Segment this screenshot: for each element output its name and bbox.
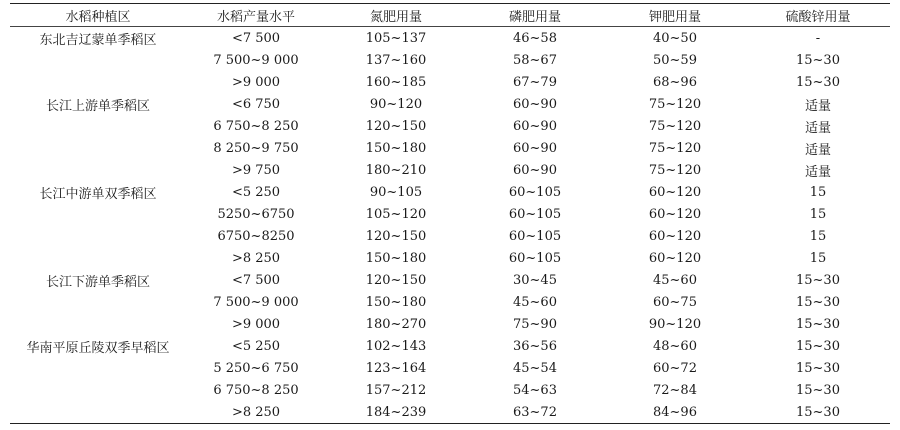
cell-potassium: 45~60 [653,272,697,288]
cell-phosphorus: 63~72 [466,401,604,424]
cell-nitrogen: 90~105 [369,184,423,200]
table-row [10,269,890,291]
table-row [10,203,890,225]
cell-zinc-sulfate: 15 [809,250,827,266]
cell-potassium: 75~120 [648,118,702,134]
cell-potassium: 40~50 [653,30,697,46]
cell-phosphorus: 60~105 [508,206,562,222]
cell-yield-level: 7 500~9 000 [213,52,299,68]
cell-zinc-sulfate: 15~30 [796,360,840,376]
header-potassium: 钾肥用量 [604,4,746,27]
table-row [10,159,890,181]
cell-region: 长江下游单季稻区 [45,274,150,290]
cell-nitrogen: 184~239 [326,401,466,424]
cell-potassium: 60~120 [648,184,702,200]
table-row [10,401,890,424]
cell-region [10,357,186,379]
table-row [10,27,890,50]
cell-nitrogen: 150~180 [365,140,427,156]
cell-region [10,49,186,71]
cell-nitrogen: 105~137 [365,30,427,46]
table-row [10,357,890,379]
table-row [10,291,890,313]
cell-potassium: 60~72 [653,360,697,376]
cell-nitrogen: 123~164 [365,360,427,376]
cell-zinc-sulfate: 15~30 [796,338,840,354]
cell-potassium: 60~120 [648,250,702,266]
cell-yield-level: 8 250~9 750 [213,140,299,156]
cell-nitrogen: 150~180 [365,294,427,310]
cell-phosphorus: 54~63 [513,382,557,398]
cell-yield-level: >9 750 [231,162,281,178]
cell-region: 华南平原丘陵双季早稻区 [26,340,170,356]
cell-phosphorus: 67~79 [513,74,557,90]
cell-nitrogen: 120~150 [365,228,427,244]
cell-region [10,115,186,137]
cell-phosphorus: 30~45 [513,272,557,288]
cell-phosphorus: 46~58 [513,30,557,46]
cell-nitrogen: 105~120 [365,206,427,222]
cell-phosphorus: 45~60 [513,294,557,310]
cell-potassium: 48~60 [653,338,697,354]
header-region: 水稻种植区 [10,4,186,27]
cell-phosphorus: 58~67 [513,52,557,68]
cell-zinc-sulfate: 15~30 [796,74,840,90]
cell-zinc-sulfate: 15 [809,228,827,244]
cell-phosphorus: 60~90 [513,96,557,112]
cell-region [10,247,186,269]
cell-phosphorus: 45~54 [513,360,557,376]
cell-nitrogen: 102~143 [365,338,427,354]
cell-yield-level: <6 750 [231,96,281,112]
cell-potassium: 75~120 [648,162,702,178]
cell-yield-level: >8 250 [186,401,326,424]
cell-zinc-sulfate: 适量 [804,120,831,136]
cell-potassium: 60~120 [648,206,702,222]
cell-nitrogen: 180~210 [365,162,427,178]
table-row [10,49,890,71]
cell-zinc-sulfate: - [815,30,821,46]
cell-potassium: 60~120 [648,228,702,244]
table-row [10,181,890,203]
cell-yield-level: >9 000 [231,74,281,90]
cell-yield-level: <5 250 [231,184,281,200]
cell-potassium: 50~59 [653,52,697,68]
cell-zinc-sulfate: 15~30 [796,272,840,288]
cell-nitrogen: 120~150 [365,118,427,134]
cell-potassium: 84~96 [604,401,746,424]
cell-phosphorus: 60~90 [513,118,557,134]
cell-zinc-sulfate: 15 [809,184,827,200]
cell-yield-level: 7 500~9 000 [213,294,299,310]
cell-zinc-sulfate: 15~30 [796,52,840,68]
table-row [10,379,890,401]
header-nitrogen: 氮肥用量 [326,4,466,27]
cell-zinc-sulfate: 15~30 [796,294,840,310]
cell-yield-level: 5 250~6 750 [213,360,299,376]
cell-potassium: 72~84 [653,382,697,398]
table-header [10,4,890,27]
cell-region [10,203,186,225]
cell-region: 长江上游单季稻区 [45,98,150,114]
cell-yield-level: 6 750~8 250 [213,118,299,134]
table-row [10,93,890,115]
table-row [10,313,890,335]
cell-zinc-sulfate: 15~30 [746,401,890,424]
cell-zinc-sulfate: 适量 [804,142,831,158]
cell-region [10,225,186,247]
table-row [10,335,890,357]
cell-region: 长江中游单双季稻区 [39,186,157,202]
cell-region: 东北吉辽蒙单季稻区 [39,32,157,48]
cell-phosphorus: 36~56 [513,338,557,354]
cell-region [10,379,186,401]
cell-zinc-sulfate: 15~30 [796,382,840,398]
cell-yield-level: 6 750~8 250 [213,382,299,398]
cell-yield-level: <5 250 [231,338,281,354]
fertilizer-table [10,3,890,424]
cell-region [10,401,186,424]
cell-zinc-sulfate: 15 [809,206,827,222]
cell-nitrogen: 160~185 [365,74,427,90]
cell-region [10,71,186,93]
cell-zinc-sulfate: 适量 [804,164,831,180]
table-row [10,71,890,93]
cell-yield-level: 6750~8250 [217,228,295,244]
cell-potassium: 75~120 [648,96,702,112]
cell-phosphorus: 60~105 [508,228,562,244]
cell-nitrogen: 137~160 [365,52,427,68]
cell-region [10,291,186,313]
cell-zinc-sulfate: 15~30 [796,316,840,332]
cell-region [10,137,186,159]
cell-yield-level: 5250~6750 [217,206,295,222]
cell-nitrogen: 180~270 [365,316,427,332]
cell-yield-level: >9 000 [231,316,281,332]
table-body [10,27,890,424]
header-zinc-sulfate: 硫酸锌用量 [746,4,890,27]
cell-nitrogen: 90~120 [369,96,423,112]
header-phosphorus: 磷肥用量 [466,4,604,27]
cell-potassium: 60~75 [653,294,697,310]
table-row [10,225,890,247]
cell-region [10,159,186,181]
header-yield-level: 水稻产量水平 [186,4,326,27]
cell-nitrogen: 150~180 [365,250,427,266]
cell-phosphorus: 60~105 [508,250,562,266]
cell-phosphorus: 60~105 [508,184,562,200]
cell-nitrogen: 157~212 [365,382,427,398]
cell-region [10,313,186,335]
table-row [10,137,890,159]
cell-nitrogen: 120~150 [365,272,427,288]
cell-zinc-sulfate: 适量 [804,98,831,114]
cell-phosphorus: 75~90 [513,316,557,332]
cell-phosphorus: 60~90 [513,140,557,156]
cell-yield-level: <7 500 [231,30,281,46]
cell-potassium: 75~120 [648,140,702,156]
cell-phosphorus: 60~90 [513,162,557,178]
cell-yield-level: <7 500 [231,272,281,288]
header-row [10,4,890,27]
table-row [10,247,890,269]
table-row [10,115,890,137]
cell-potassium: 90~120 [648,316,702,332]
cell-potassium: 68~96 [653,74,697,90]
cell-yield-level: >8 250 [231,250,281,266]
